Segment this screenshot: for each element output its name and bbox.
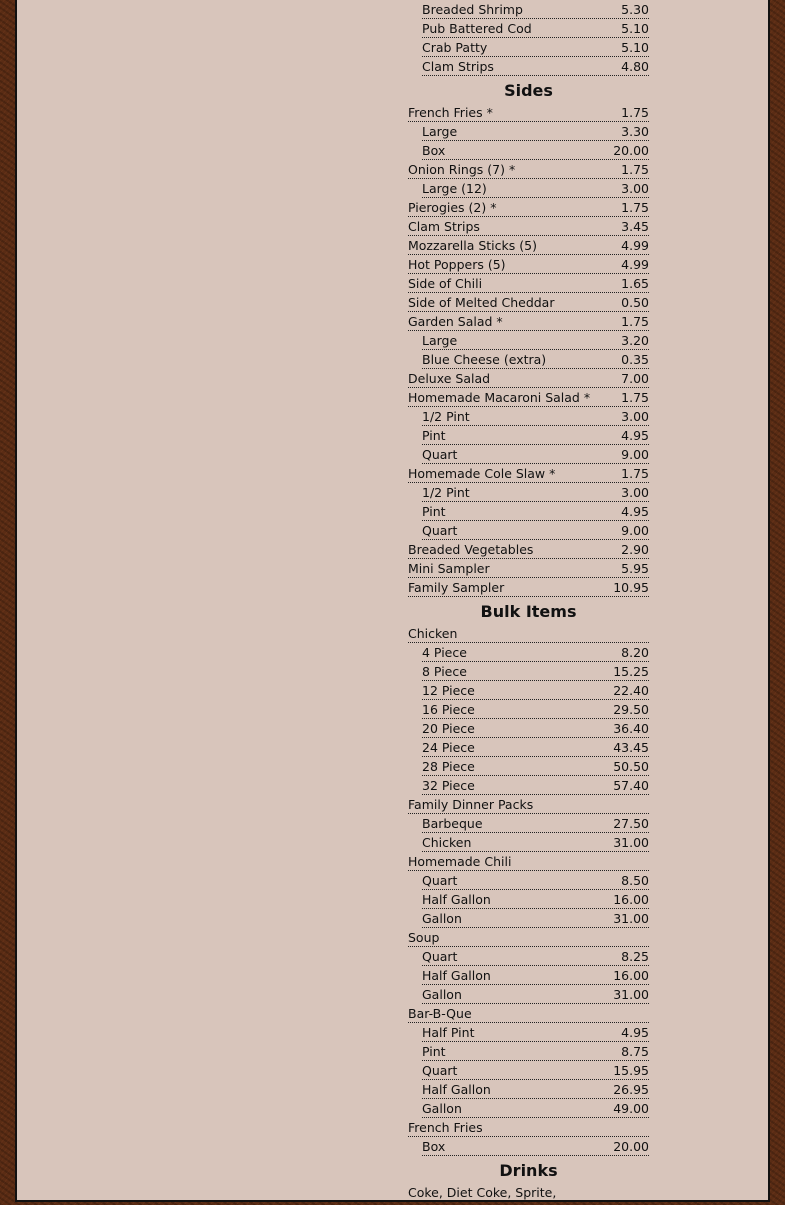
menu-item (408, 1183, 649, 1202)
menu-item (408, 274, 649, 293)
item-price: 4.99 (621, 257, 649, 272)
menu-item (422, 966, 649, 985)
menu-item (422, 871, 649, 890)
item-price: 1.75 (621, 162, 649, 177)
menu-item (422, 1061, 649, 1080)
item-price: 8.20 (621, 645, 649, 660)
menu-item (422, 407, 649, 426)
item-name: 1/2 Pint (422, 409, 470, 424)
item-name: Large (12) (422, 181, 487, 196)
item-name: Chicken (422, 835, 472, 850)
menu-item (422, 776, 649, 795)
item-name: Quart (422, 1063, 458, 1078)
item-name: Box (422, 1139, 446, 1154)
menu-item (422, 890, 649, 909)
item-price: 7.00 (621, 371, 649, 386)
item-price: 20.00 (613, 1139, 649, 1154)
item-price: 3.00 (621, 409, 649, 424)
item-name: Quart (422, 949, 458, 964)
item-price: 3.30 (621, 124, 649, 139)
item-price: 10.95 (613, 580, 649, 595)
menu-item (408, 852, 649, 871)
item-price: 3.00 (621, 181, 649, 196)
menu-item (408, 369, 649, 388)
item-price: 31.00 (613, 835, 649, 850)
item-price: 36.40 (613, 721, 649, 736)
section-title-bulk-items: Bulk Items (480, 602, 577, 621)
item-name: Large (422, 333, 458, 348)
item-name: Clam Strips (422, 59, 494, 74)
item-price: 1.75 (621, 466, 649, 481)
item-name: Homemade Chili (408, 854, 512, 869)
menu-item (408, 293, 649, 312)
menu-item (422, 947, 649, 966)
item-name: Breaded Vegetables (408, 542, 534, 557)
menu-item (422, 643, 649, 662)
menu-item (422, 814, 649, 833)
item-price: 1.65 (621, 276, 649, 291)
menu-item (422, 426, 649, 445)
menu-item (422, 1080, 649, 1099)
item-price: 5.10 (621, 40, 649, 55)
menu-item (408, 388, 649, 407)
item-name: 20 Piece (422, 721, 475, 736)
item-name: Pint (422, 504, 446, 519)
item-name: Onion Rings (7) * (408, 162, 516, 177)
item-name: Mini Sampler (408, 561, 490, 576)
item-price: 50.50 (613, 759, 649, 774)
item-name: Barbeque (422, 816, 483, 831)
menu-item (408, 1004, 649, 1023)
menu-item (422, 141, 649, 160)
item-name: Coke, Diet Coke, Sprite, (408, 1185, 557, 1200)
menu-item (408, 255, 649, 274)
menu-item (422, 985, 649, 1004)
item-price: 22.40 (613, 683, 649, 698)
item-name: Half Gallon (422, 968, 491, 983)
item-price: 15.25 (613, 664, 649, 679)
item-price: 5.30 (621, 2, 649, 17)
menu-column (408, 0, 649, 1202)
item-name: 32 Piece (422, 778, 475, 793)
item-price: 4.80 (621, 59, 649, 74)
item-name: Clam Strips (408, 219, 480, 234)
menu-item (422, 331, 649, 350)
menu-item (422, 0, 649, 19)
item-price: 1.75 (621, 314, 649, 329)
menu-item (408, 198, 649, 217)
menu-item (408, 928, 649, 947)
menu-item (422, 38, 649, 57)
menu-item (422, 662, 649, 681)
menu-item (422, 1042, 649, 1061)
item-price: 3.45 (621, 219, 649, 234)
item-price: 8.75 (621, 1044, 649, 1059)
item-name: 4 Piece (422, 645, 467, 660)
item-price: 4.95 (621, 428, 649, 443)
item-name: 24 Piece (422, 740, 475, 755)
menu-item (422, 483, 649, 502)
item-price: 16.00 (613, 892, 649, 907)
item-name: Mozzarella Sticks (5) (408, 238, 537, 253)
item-name: Family Dinner Packs (408, 797, 534, 812)
item-name: Quart (422, 523, 458, 538)
item-price: 4.99 (621, 238, 649, 253)
menu-item (422, 738, 649, 757)
item-price: 3.20 (621, 333, 649, 348)
menu-item (408, 312, 649, 331)
item-price: 1.75 (621, 105, 649, 120)
menu-item (408, 1118, 649, 1137)
item-price: 9.00 (621, 447, 649, 462)
item-name: 8 Piece (422, 664, 467, 679)
item-name: Pint (422, 1044, 446, 1059)
item-name: Side of Melted Cheddar (408, 295, 555, 310)
item-name: Large (422, 124, 458, 139)
menu-panel (15, 0, 770, 1202)
item-price: 29.50 (613, 702, 649, 717)
menu-item (422, 1099, 649, 1118)
menu-item (408, 559, 649, 578)
menu-item (408, 540, 649, 559)
menu-item (422, 350, 649, 369)
item-name: Pub Battered Cod (422, 21, 532, 36)
item-name: French Fries * (408, 105, 493, 120)
item-price: 3.00 (621, 485, 649, 500)
menu-item (422, 179, 649, 198)
item-price: 31.00 (613, 911, 649, 926)
item-price: 1.75 (621, 390, 649, 405)
item-name: Pint (422, 428, 446, 443)
item-name: Soup (408, 930, 440, 945)
item-name: Garden Salad * (408, 314, 503, 329)
item-name: Gallon (422, 911, 462, 926)
menu-item (422, 681, 649, 700)
item-name: Gallon (422, 1101, 462, 1116)
item-name: Side of Chili (408, 276, 483, 291)
menu-item (422, 757, 649, 776)
item-name: Breaded Shrimp (422, 2, 523, 17)
item-name: Box (422, 143, 446, 158)
item-price: 4.95 (621, 504, 649, 519)
item-name: Crab Patty (422, 40, 488, 55)
item-price: 0.35 (621, 352, 649, 367)
menu-item (422, 57, 649, 76)
item-price: 8.25 (621, 949, 649, 964)
item-price: 20.00 (613, 143, 649, 158)
item-name: Deluxe Salad (408, 371, 491, 386)
menu-item (422, 445, 649, 464)
menu-item (422, 122, 649, 141)
item-name: Quart (422, 447, 458, 462)
menu-item (422, 1137, 649, 1156)
item-name: Hot Poppers (5) (408, 257, 506, 272)
section-title-drinks: Drinks (499, 1161, 558, 1180)
item-price: 5.95 (621, 561, 649, 576)
item-name: Quart (422, 873, 458, 888)
item-name: 28 Piece (422, 759, 475, 774)
menu-item (408, 578, 649, 597)
menu-item (408, 217, 649, 236)
menu-item (408, 236, 649, 255)
item-price: 16.00 (613, 968, 649, 983)
item-price: 31.00 (613, 987, 649, 1002)
item-name: Bar-B-Que (408, 1006, 472, 1021)
item-price: 27.50 (613, 816, 649, 831)
menu-item (422, 521, 649, 540)
item-name: Homemade Cole Slaw * (408, 466, 556, 481)
item-name: Half Gallon (422, 1082, 491, 1097)
item-name: Blue Cheese (extra) (422, 352, 547, 367)
item-name: Half Gallon (422, 892, 491, 907)
item-name: Half Pint (422, 1025, 475, 1040)
menu-item (408, 624, 649, 643)
item-price: 49.00 (613, 1101, 649, 1116)
item-name: French Fries (408, 1120, 483, 1135)
menu-item (422, 502, 649, 521)
menu-item (422, 719, 649, 738)
menu-item (422, 19, 649, 38)
item-name: Homemade Macaroni Salad * (408, 390, 591, 405)
item-price: 4.95 (621, 1025, 649, 1040)
item-name: 16 Piece (422, 702, 475, 717)
item-price: 8.50 (621, 873, 649, 888)
item-name: 1/2 Pint (422, 485, 470, 500)
item-price: 9.00 (621, 523, 649, 538)
item-name: Gallon (422, 987, 462, 1002)
section-title-sides: Sides (504, 81, 553, 100)
menu-item (422, 909, 649, 928)
menu-item (422, 700, 649, 719)
item-price: 43.45 (613, 740, 649, 755)
item-price: 26.95 (613, 1082, 649, 1097)
item-price: 0.50 (621, 295, 649, 310)
menu-item (408, 795, 649, 814)
menu-item (422, 1023, 649, 1042)
item-name: Family Sampler (408, 580, 505, 595)
item-price: 57.40 (613, 778, 649, 793)
menu-item (422, 833, 649, 852)
item-name: Pierogies (2) * (408, 200, 497, 215)
item-name: 12 Piece (422, 683, 475, 698)
item-price: 2.90 (621, 542, 649, 557)
item-name: Chicken (408, 626, 458, 641)
menu-item (408, 160, 649, 179)
menu-item (408, 464, 649, 483)
item-price: 5.10 (621, 21, 649, 36)
item-price: 15.95 (613, 1063, 649, 1078)
item-price: 1.75 (621, 200, 649, 215)
menu-item (408, 103, 649, 122)
